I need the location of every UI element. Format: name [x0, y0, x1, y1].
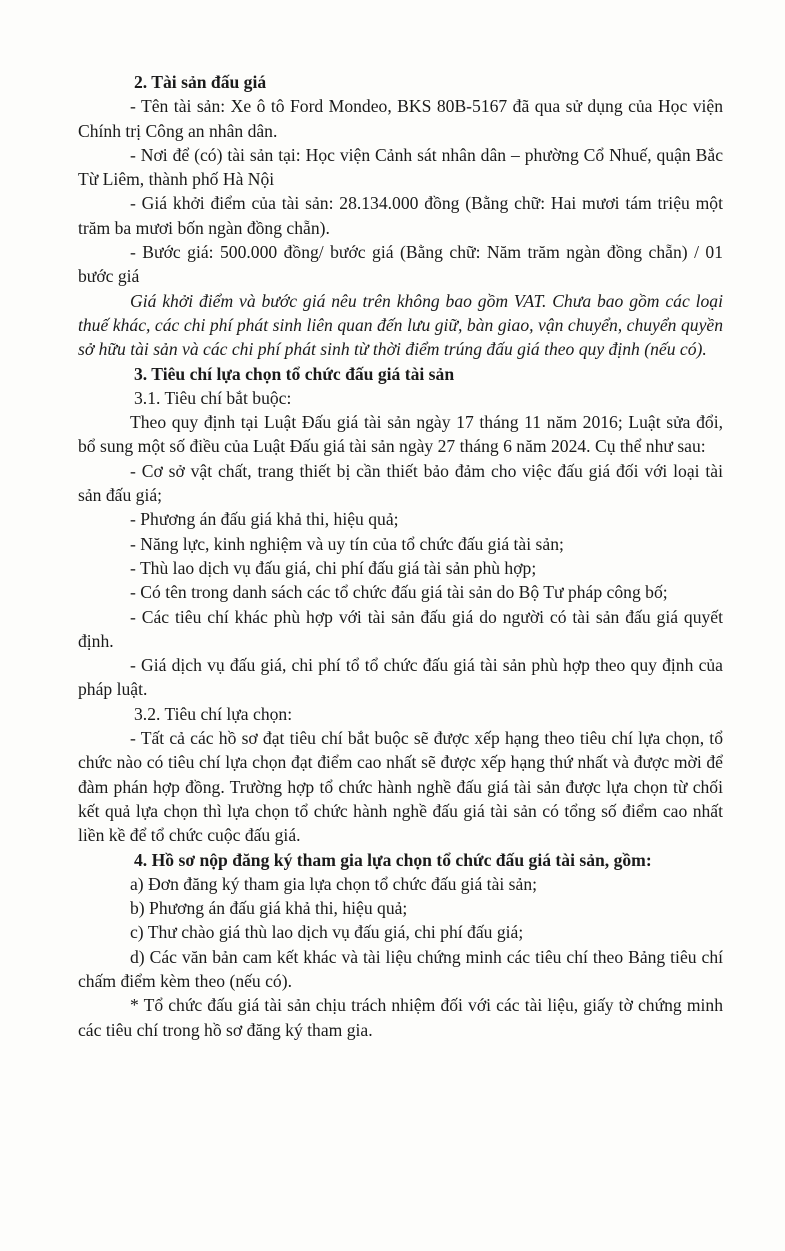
criteria-item: - Có tên trong danh sách các tổ chức đấu giá tài sản do Bộ Tư pháp công bố;	[130, 582, 668, 603]
subsection-3-1-intro: Theo quy định tại Luật Đấu giá tài sản ngày 17 tháng 11 năm 2016; Luật sửa đổi, bổ sung một số điều của Luật Đấu giá tài sản ngày 27 tháng 6 năm 2024. Cụ thể như sau:	[78, 412, 723, 457]
criteria-item: - Phương án đấu giá khả thi, hiệu quả;	[130, 509, 399, 530]
section-2-heading: 2. Tài sản đấu giá	[134, 72, 267, 92]
bid-step-paragraph: - Bước giá: 500.000 đồng/ bước giá (Bằng chữ: Năm trăm ngàn đồng chẵn) / 01 bước giá	[78, 242, 723, 287]
asset-name-paragraph: - Tên tài sản: Xe ô tô Ford Mondeo, BKS 80B-5167 đã qua sử dụng của Học viện Chính trị Công an nhân dân.	[78, 96, 723, 141]
criteria-item: - Các tiêu chí khác phù hợp với tài sản đấu giá do người có tài sản đấu giá quyết định.	[78, 606, 723, 651]
document-list-item: b) Phương án đấu giá khả thi, hiệu quả;	[130, 898, 408, 919]
criteria-item: - Cơ sở vật chất, trang thiết bị cần thiết bảo đảm cho việc đấu giá đối với loại tài sản đấu giá;	[78, 460, 723, 506]
document-list-item: a) Đơn đăng ký tham gia lựa chọn tổ chức đấu giá tài sản;	[130, 873, 538, 894]
criteria-item: - Giá dịch vụ đấu giá, chi phí tổ tổ chức đấu giá tài sản phù hợp theo quy định của pháp luật.	[78, 655, 723, 700]
section-3-heading: 3. Tiêu chí lựa chọn tổ chức đấu giá tài sản	[134, 363, 455, 384]
responsibility-note: * Tổ chức đấu giá tài sản chịu trách nhiệm đối với các tài liệu, giấy tờ chứng minh các tiêu chí trong hồ sơ đăng ký tham gia.	[78, 995, 723, 1040]
subsection-3-1-title: 3.1. Tiêu chí bắt buộc:	[134, 387, 292, 408]
document-list-item: d) Các văn bản cam kết khác và tài liệu chứng minh các tiêu chí theo Bảng tiêu chí chấm điểm kèm theo (nếu có).	[78, 946, 723, 991]
subsection-3-2-title: 3.2. Tiêu chí lựa chọn:	[134, 703, 293, 724]
starting-price-paragraph: - Giá khởi điểm của tài sản: 28.134.000 đồng (Bằng chữ: Hai mươi tám triệu một trăm ba mươi bốn ngàn đồng chẵn).	[78, 193, 723, 238]
document-list-item: c) Thư chào giá thù lao dịch vụ đấu giá, chi phí đấu giá;	[130, 922, 524, 943]
asset-location-paragraph: - Nơi để (có) tài sản tại: Học viện Cảnh sát nhân dân – phường Cổ Nhuế, quận Bắc Từ Liêm, thành phố Hà Nội	[78, 144, 723, 190]
price-note-paragraph: Giá khởi điểm và bước giá nêu trên không bao gồm VAT. Chưa bao gồm các loại thuế khác, các chi phí phát sinh liên quan đến lưu giữ, bàn giao, vận chuyển, chuyển quyền sở hữu tài sản và các chi phí phát sinh từ thời điểm trúng đấu giá theo quy định (nếu có).	[78, 290, 723, 360]
section-4-heading: 4. Hồ sơ nộp đăng ký tham gia lựa chọn tổ chức đấu giá tài sản, gồm:	[134, 849, 652, 870]
criteria-item: - Năng lực, kinh nghiệm và uy tín của tổ chức đấu giá tài sản;	[130, 533, 564, 554]
subsection-3-2-text: - Tất cả các hồ sơ đạt tiêu chí bắt buộc sẽ được xếp hạng theo tiêu chí lựa chọn, tổ chức nào có tiêu chí lựa chọn đạt điểm cao nhất sẽ được xếp hạng thứ nhất và được mời để đàm phán hợp đồng. Trường hợp tổ chức hành nghề đấu giá tài sản được lựa chọn từ chối kết quả lựa chọn thì lựa chọn tổ chức hành nghề đấu giá tài sản có tổng số điểm cao nhất liền kề để tổ chức cuộc đấu giá.	[78, 728, 723, 846]
criteria-item: - Thù lao dịch vụ đấu giá, chi phí đấu giá tài sản phù hợp;	[130, 557, 537, 578]
